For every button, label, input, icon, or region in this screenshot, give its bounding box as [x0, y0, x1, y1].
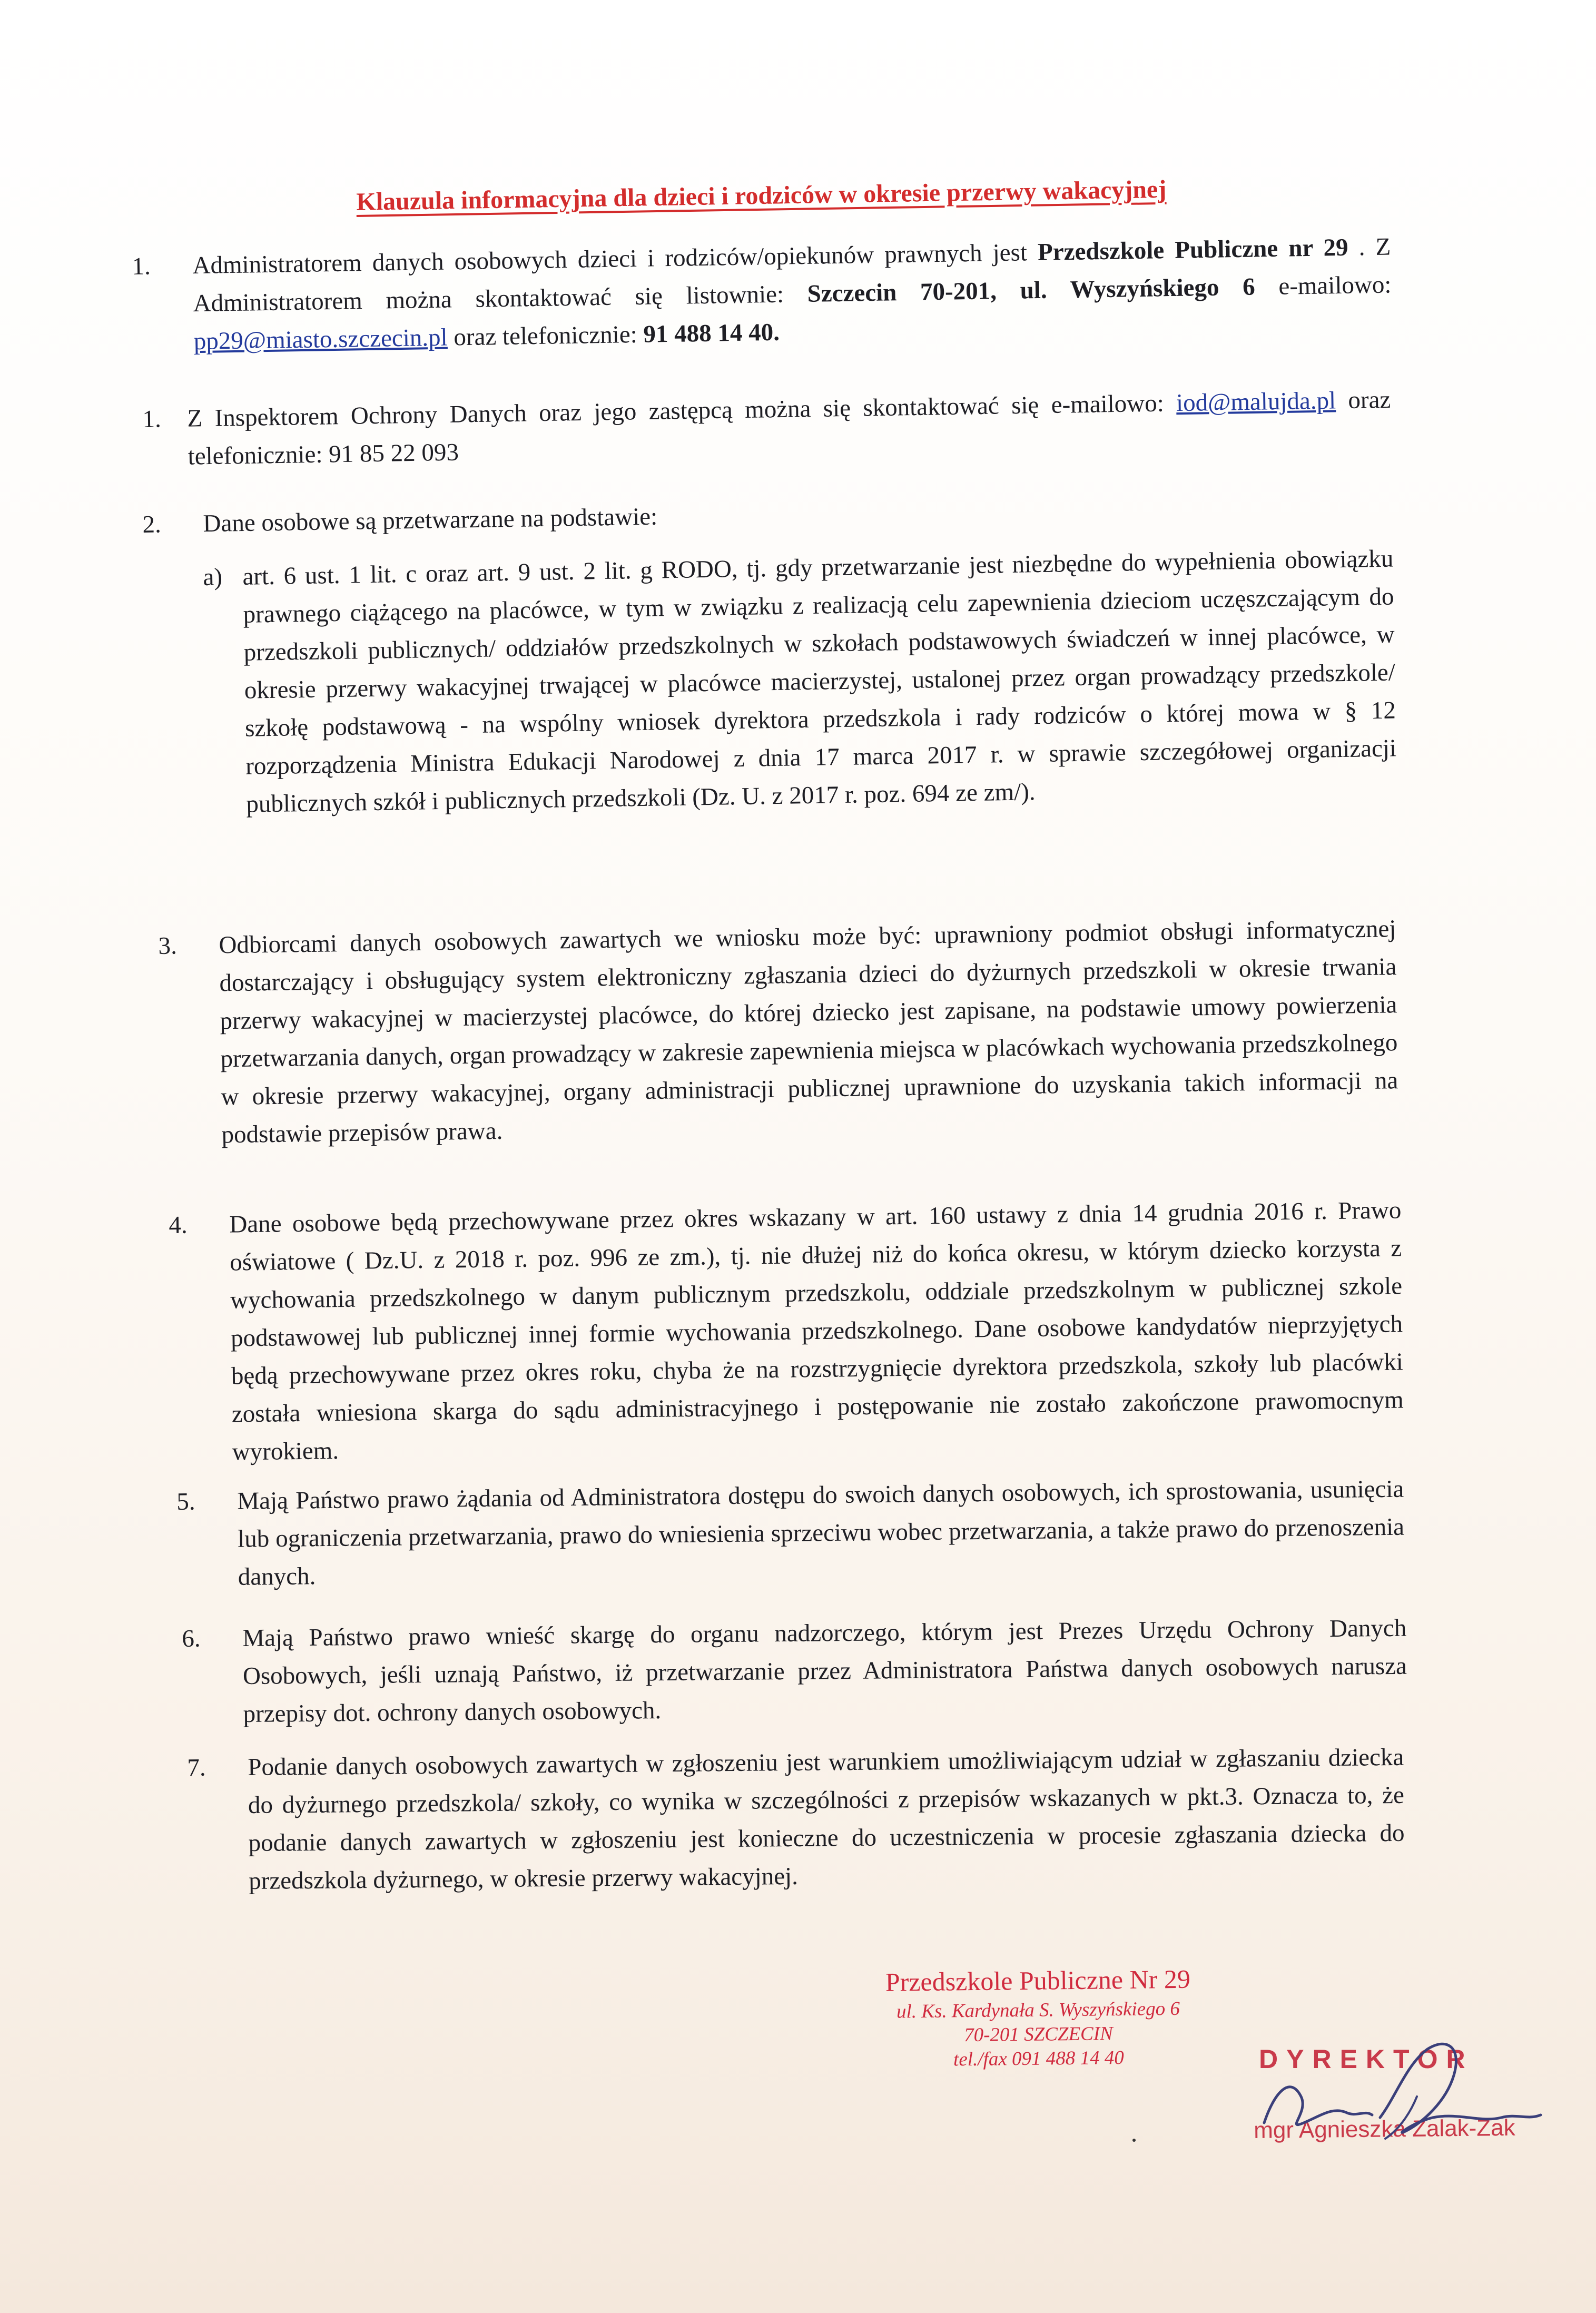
director-title: DYREKTOR [1259, 2044, 1474, 2074]
stamp-line-4: tel./fax 091 488 14 40 [953, 2047, 1124, 2071]
stamp-line-2: ul. Ks. Kardynała S. Wyszyńskiego 6 [896, 1997, 1180, 2023]
sub-item-a [203, 540, 1397, 824]
item-text: Mają Państwo prawo żądania od Administratora dostępu do swoich danych osobowych, ich sprostowania, usunięcia lub ograniczenia przetwarzania, prawo do wniesienia sprzeciwu wobec przetwarzania, a także prawo do przenoszenia danych. [237, 1475, 1405, 1591]
administrator-email-link[interactable]: pp29@miasto.szczecin.pl [193, 323, 448, 356]
item-text: Podanie danych osobowych zawartych w zgłoszeniu jest warunkiem umożliwiającym udział w zgłaszaniu dziecka do dyżurnego przedszkola/ szkoły, co wynika w szczególności z przepisów wskazanych w pkt.3. Oznacza to, że podanie danych zawartych w zgłoszeniu jest konieczne do uczestniczenia w procesie zgłaszania dziecka do przedszkola dyżurnego, w okresie przerwy wakacyjnej. [248, 1743, 1405, 1895]
document-title: Klauzula informacyjna dla dzieci i rodziców w okresie przerwy wakacyjnej [356, 175, 1167, 216]
item-number: 7. [187, 1754, 206, 1781]
item-text: Z Inspektorem Ochrony Danych oraz jego zastępcą można się skontaktować się e-mailowo: iod@malujda.pl oraz telefonicznie: 91 85 22 093 [187, 386, 1391, 470]
administrator-address: Szczecin 70-201, ul. Wyszyńskiego 6 [807, 273, 1256, 308]
sub-item-label: a) [203, 563, 223, 591]
item-number: 6. [182, 1625, 201, 1652]
signature-icon [1254, 2017, 1549, 2154]
director-name: mgr Agnieszka Zalak-Zak [1254, 2114, 1515, 2143]
stamp-line-3: 70-201 SZCZECIN [963, 2023, 1113, 2046]
stamp-line-1: Przedszkole Publiczne Nr 29 [885, 1964, 1191, 1997]
administrator-phone: 91 488 14 40. [643, 318, 780, 348]
item-number: 3. [158, 932, 178, 960]
item-number: 4. [169, 1211, 188, 1239]
iod-email-link[interactable]: iod@malujda.pl [1176, 387, 1336, 417]
item-text: Dane osobowe są przetwarzane na podstawie: [203, 503, 658, 538]
institution-stamp [822, 1960, 1255, 2073]
item-number: 5. [176, 1488, 195, 1515]
item-text: Dane osobowe będą przechowywane przez okres wskazany w art. 160 ustawy z dnia 14 grudnia 2016 r. Prawo oświatowe ( Dz.U. z 2018 r. poz. 996 ze zm.), tj. nie dłużej niż do końca okresu, w którym dziecko korzysta z wychowania przedszkolnego w danym publicznym przedszkolu, oddziale przedszkolnym w publicznej szkole podstawowej lub publicznej innej formie wychowania przedszkolnego. Dane osobowe kandydatów nieprzyjętych będą przechowywane przez okres roku, chyba że na rozstrzygnięcie dyrektora przedszkola, szkoły lub placówki została wniesiona skarga do sądu administracyjnego i postępowanie nie zostało zakończone prawomocnym wyrokiem. [229, 1196, 1404, 1466]
sub-item-text: art. 6 ust. 1 lit. c oraz art. 9 ust. 2 lit. g RODO, tj. gdy przetwarzanie jest niezbędne do wypełnienia obowiązku prawnego ciążącego na placówce, w tym w związku z realizacją celu zapewnienia dzieciom uczęszczającym do przedszkoli publicznych/ oddziałów przedszkolnych w szkołach podstawowych świadczeń w innej placówce, w okresie przerwy wakacyjnej trwającej w placówce macierzystej, ustalonej przez organ prowadzący przedszkole/ szkołę podstawową - na wspólny wniosek dyrektora przedszkola i rady rodziców o której mowa w § 12 rozporządzenia Ministra Edukacji Narodowej z dnia 17 marca 2017 r. w sprawie szczegółowej organizacji publicznych szkół i publicznych przedszkoli (Dz. U. z 2017 r. poz. 694 ze zm/). [242, 545, 1397, 818]
list-item [132, 228, 1392, 361]
list-item [158, 910, 1399, 1155]
stray-mark [1132, 2139, 1136, 2142]
item-text: Mają Państwo prawo wnieść skargę do organu nadzorczego, którym jest Prezes Urzędu Ochrony Danych Osobowych, jeśli uznają Państwo, iż przetwarzanie przez Administratora Państwa danych osobowych narusza przepisy dot. ochrony danych osobowych. [242, 1614, 1407, 1728]
list-item [142, 381, 1392, 476]
list-item [187, 1738, 1405, 1901]
item-number: 1. [142, 405, 162, 433]
item-number: 2. [142, 510, 162, 538]
list-item [169, 1191, 1404, 1472]
item-number: 1. [132, 252, 151, 280]
list-item [176, 1470, 1405, 1597]
administrator-name: Przedszkole Publiczne nr 29 [1037, 233, 1348, 266]
list-item [142, 486, 1391, 544]
item-text: Administratorem danych osobowych dzieci i rodziców/opiekunów prawnych jest Przedszkole Publiczne nr 29 . Z Administratorem można skontaktować się listownie: Szczecin 70-201, ul. Wyszyńskiego 6 e-mailowo: pp29@miasto.szczecin.pl oraz telefonicznie: 91 488 14 40. [192, 233, 1392, 356]
list-item [182, 1609, 1407, 1734]
item-text: Odbiorcami danych osobowych zawartych we wniosku może być: uprawniony podmiot obsługi informatycznej dostarczający i obsługujący system elektroniczny zgłaszania dzieci do dyżurnych przedszkoli w okresie trwania przerwy wakacyjnej w macierzystej placówce, do której dziecko jest zapisane, na podstawie umowy powierzenia przetwarzania danych, organ prowadzący w zakresie zapewnienia miejsca w placówkach wychowania przedszkolnego w okresie przerwy wakacyjnej, organy administracji publicznej uprawnione do uzyskania takich informacji na podstawie przepisów prawa. [219, 915, 1398, 1149]
